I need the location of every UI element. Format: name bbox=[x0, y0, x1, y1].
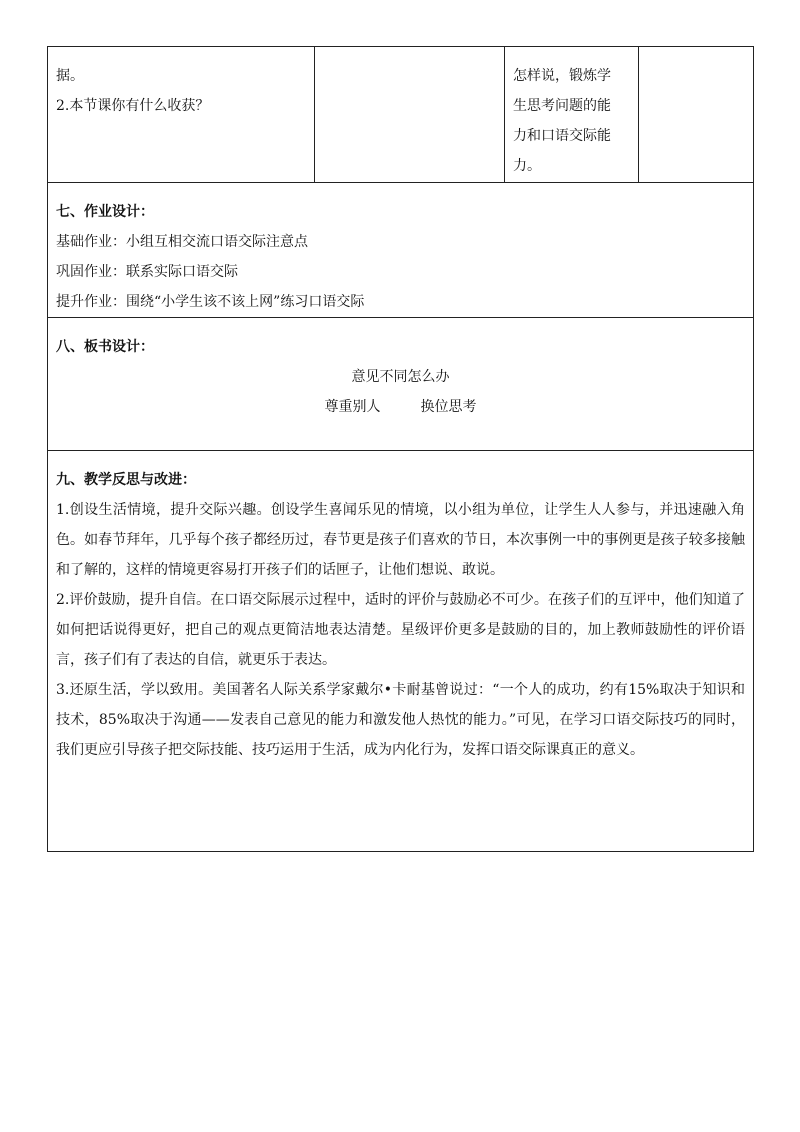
homework-item: 提升作业：围绕“小学生该不该上网”练习口语交际 bbox=[56, 294, 365, 310]
lesson-plan-table bbox=[47, 46, 754, 852]
table-row bbox=[48, 451, 754, 852]
reflection-paragraph: 3.还原生活，学以致用。美国著名人际关系学家戴尔•卡耐基曾说过：“一个人的成功，约有15%取决于知识和技术，85%取决于沟通——发表自己意见的能力和激发他人热忱的能力。”可见，在学习口语交际技巧的同时，我们更应引导孩子把交际技能、技巧运用于生活，成为内化行为，发挥口语交际课真正的意义。 bbox=[56, 682, 745, 758]
board-section bbox=[48, 318, 754, 451]
table-row bbox=[48, 183, 754, 318]
reflection-title: 九、教学反思与改进： bbox=[56, 472, 196, 488]
activity-cell bbox=[48, 47, 315, 183]
homework-item: 基础作业：小组互相交流口语交际注意点 bbox=[56, 234, 308, 250]
empty-cell bbox=[639, 47, 754, 183]
reflection-paragraph: 1.创设生活情境，提升交际兴趣。创设学生喜闻乐见的情境，以小组为单位，让学生人人参与，并迅速融入角色。如春节拜年，几乎每个孩子都经历过，春节更是孩子们喜欢的节日，本次事例一中的事例更是孩子较多接触和了解的，这样的情境更容易打开孩子们的话匣子，让他们想说、敢说。 bbox=[56, 502, 745, 578]
table-row bbox=[48, 318, 754, 451]
activity-line: 据。 bbox=[56, 68, 84, 84]
reflection-paragraph: 2.评价鼓励，提升自信。在口语交际展示过程中，适时的评价与鼓励必不可少。在孩子们的互评中，他们知道了如何把话说得更好，把自己的观点更简洁地表达清楚。星级评价更多是鼓励的目的，加上教师鼓励性的评价语言，孩子们有了表达的自信，就更乐于表达。 bbox=[56, 592, 745, 668]
table-row bbox=[48, 47, 754, 183]
activity-line: 2.本节课你有什么收获？ bbox=[56, 98, 210, 114]
intent-line: 力。 bbox=[513, 158, 541, 174]
board-title: 八、板书设计： bbox=[56, 339, 154, 355]
homework-item: 巩固作业：联系实际口语交际 bbox=[56, 264, 238, 280]
intent-line: 怎样说，锻炼学 bbox=[513, 68, 611, 84]
intent-line: 力和口语交际能 bbox=[513, 128, 611, 144]
homework-section bbox=[48, 183, 754, 318]
board-point-right: 换位思考 bbox=[420, 399, 477, 415]
board-point-left: 尊重别人 bbox=[324, 399, 381, 415]
intent-line: 生思考问题的能 bbox=[513, 98, 611, 114]
intent-cell bbox=[505, 47, 639, 183]
board-points bbox=[56, 392, 745, 422]
homework-title: 七、作业设计： bbox=[56, 204, 154, 220]
reflection-section bbox=[48, 451, 754, 852]
board-heading: 意见不同怎么办 bbox=[351, 369, 450, 385]
empty-cell bbox=[315, 47, 505, 183]
